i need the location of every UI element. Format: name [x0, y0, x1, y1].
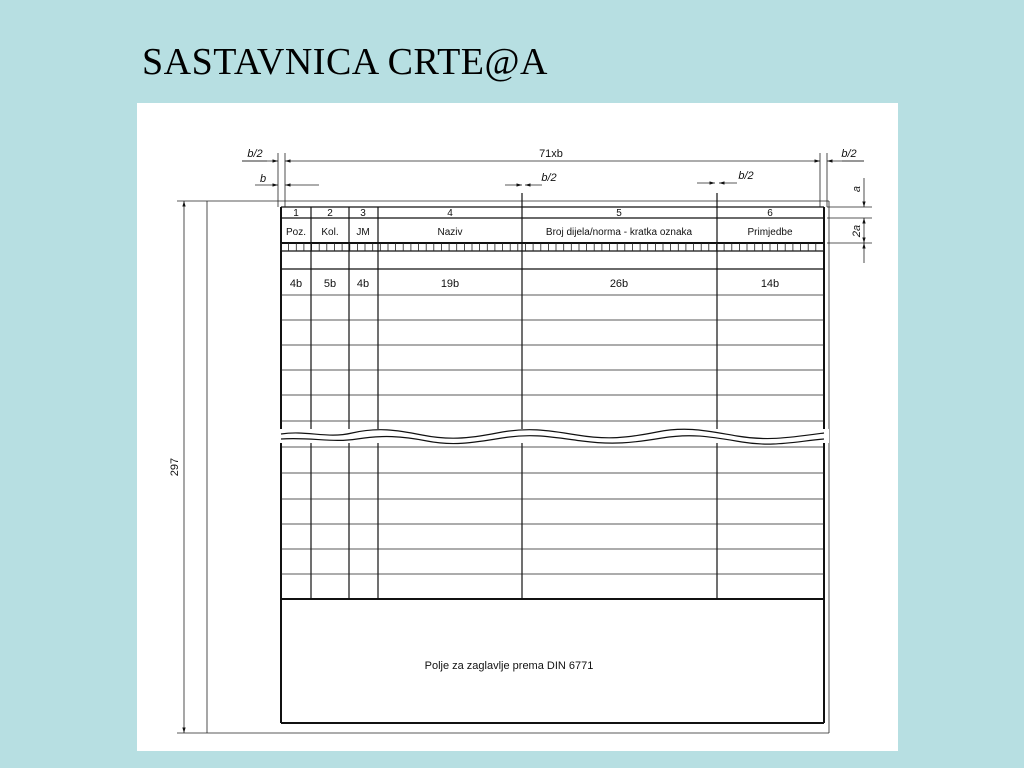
- dim-half-b-right: b/2: [841, 148, 857, 160]
- column-width-4: 19b: [440, 278, 460, 290]
- dim-half-b-left: b/2: [247, 148, 263, 160]
- column-number-3: 3: [360, 208, 366, 219]
- column-width-5: 26b: [609, 278, 629, 290]
- column-width-2: 5b: [323, 278, 337, 290]
- column-number-4: 4: [447, 208, 453, 219]
- dim-half-b-right-mid: b/2: [738, 170, 754, 182]
- column-number-1: 1: [293, 208, 299, 219]
- column-header-jm: JM: [356, 227, 370, 238]
- column-header-kol: Kol.: [321, 227, 339, 238]
- height-dimension: [169, 201, 207, 733]
- column-numbers: [293, 208, 773, 219]
- column-width-6: 14b: [760, 278, 780, 290]
- dim-height: 297: [169, 457, 181, 477]
- column-widths: [290, 278, 779, 290]
- column-width-1: 4b: [289, 278, 303, 290]
- parts-list-drawing: [137, 103, 898, 751]
- drawing-panel: [137, 103, 898, 751]
- column-header-broj-dijela: Broj dijela/norma - kratka oznaka: [545, 227, 693, 238]
- column-header-primjedbe: Primjedbe: [747, 227, 793, 238]
- column-separators: [311, 193, 717, 599]
- column-number-6: 6: [767, 208, 773, 219]
- dim-half-b-mid: b/2: [541, 172, 557, 184]
- title-block-text: Polje za zaglavlje prema DIN 6771: [424, 660, 594, 672]
- column-width-3: 4b: [356, 278, 370, 290]
- top-dimensions: [242, 148, 864, 207]
- sheet-frame: [177, 201, 829, 733]
- column-header-poz: Poz.: [285, 227, 307, 238]
- break-line: [277, 429, 829, 444]
- dim-b: b: [259, 173, 267, 185]
- column-number-2: 2: [327, 208, 333, 219]
- row-lines: [281, 269, 824, 574]
- slide-title: SASTAVNICA CRTE@A: [142, 41, 548, 83]
- dim-a: a: [851, 185, 863, 193]
- dim-total-width: 71xb: [539, 148, 563, 160]
- dim-two-a: 2a: [851, 224, 863, 238]
- column-header-naziv: Naziv: [437, 227, 463, 238]
- right-dimensions: [827, 178, 872, 263]
- tick-scale: [281, 243, 824, 251]
- column-number-5: 5: [616, 208, 622, 219]
